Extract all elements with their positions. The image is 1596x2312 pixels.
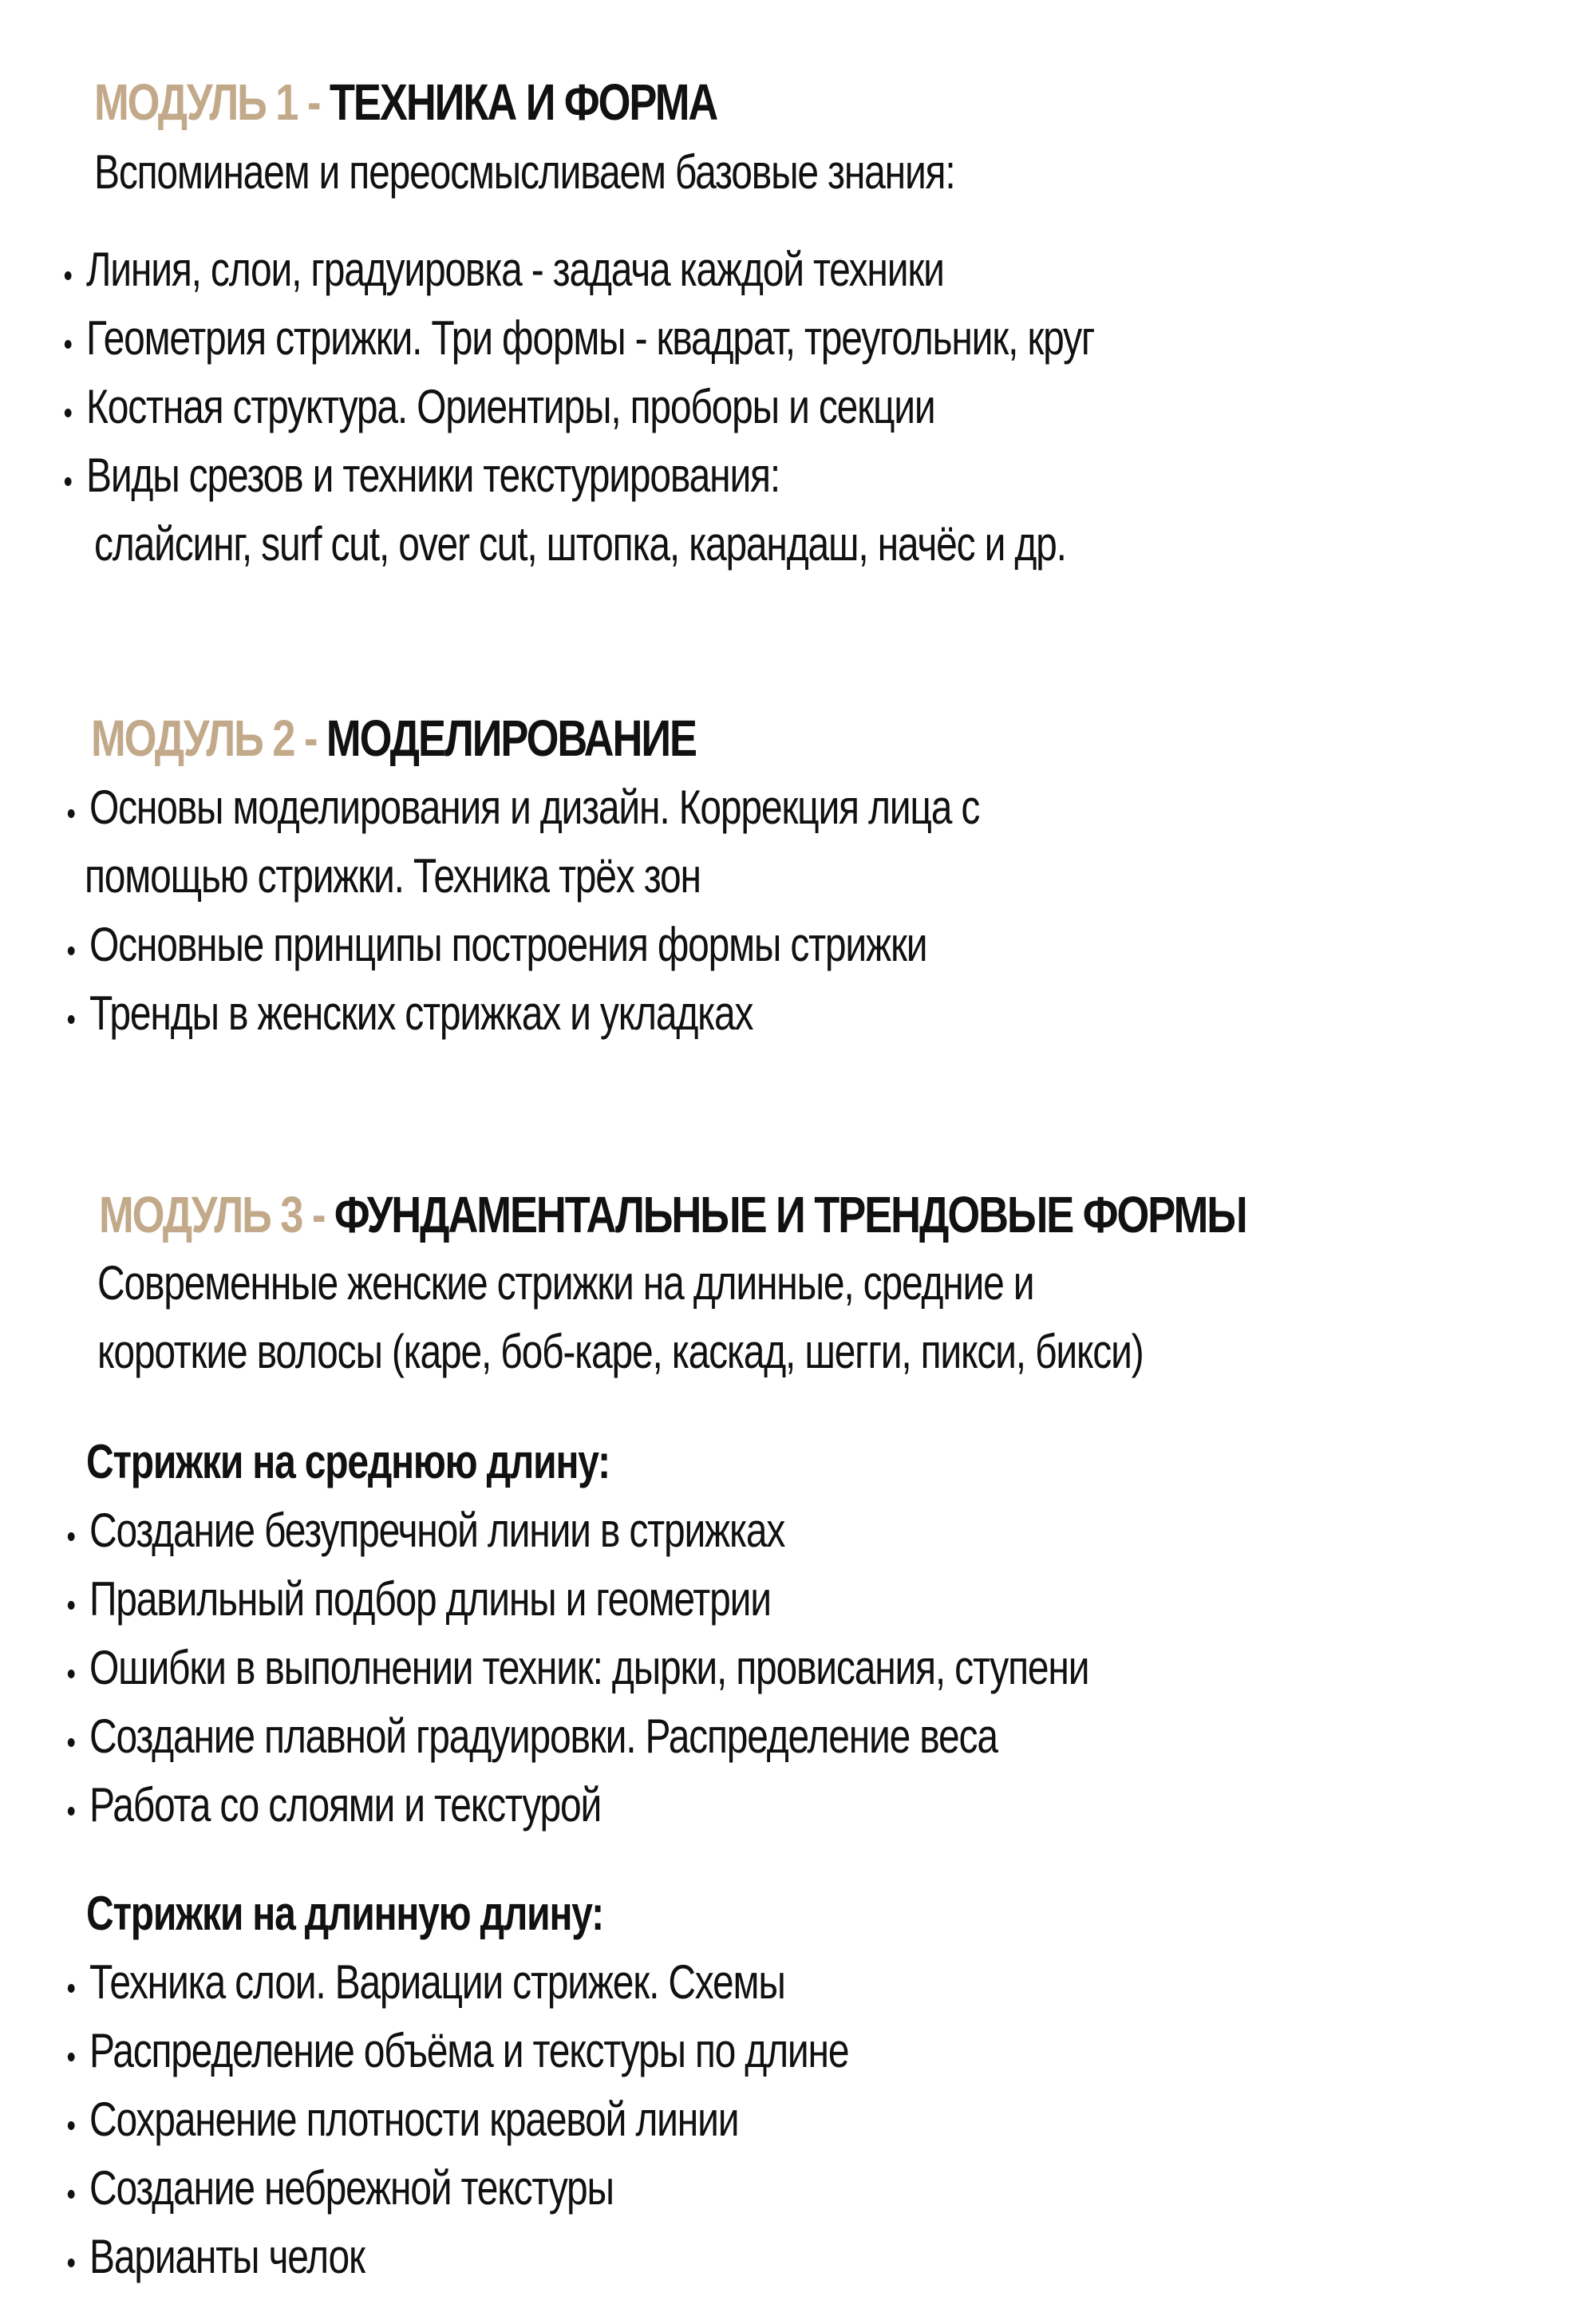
list-item-text: Линия, слои, градуировка - задача каждой техники (86, 243, 944, 296)
long-length-heading: Стрижки на длинную длину: (86, 1887, 603, 1940)
bullet-icon (68, 1015, 75, 1024)
long-item-2 (89, 2024, 849, 2077)
medium-length-heading: Стрижки на среднюю длину: (86, 1435, 610, 1488)
bullet-icon (65, 340, 72, 349)
bullet-icon (68, 1670, 75, 1678)
long-item-4 (89, 2161, 614, 2215)
module-2-heading (91, 709, 696, 767)
list-item-text: Костная структура. Ориентиры, проборы и секции (86, 380, 935, 433)
medium-item-2 (89, 1572, 771, 1626)
list-item-text: Основные принципы построения формы стрижки (89, 918, 927, 971)
module-1-number: МОДУЛЬ 1 - (94, 73, 330, 131)
bullet-icon (68, 2259, 75, 2267)
module-2-title: МОДЕЛИРОВАНИЕ (326, 709, 696, 767)
long-item-3 (89, 2093, 739, 2146)
bullet-icon (68, 2053, 75, 2061)
medium-item-4 (89, 1709, 998, 1763)
list-item-text: Создание безупречной линии в стрижках (89, 1504, 785, 1557)
list-item-text: Геометрия стрижки. Три формы - квадрат, треугольник, круг (86, 311, 1095, 365)
medium-item-1 (89, 1504, 785, 1557)
module-2-number: МОДУЛЬ 2 - (91, 709, 326, 767)
module-3-heading (99, 1186, 1246, 1243)
bullet-icon (65, 409, 72, 417)
long-item-5 (89, 2230, 365, 2283)
bullet-icon (65, 477, 72, 486)
list-item-text: Основы моделирования и дизайн. Коррекция лица с (89, 781, 980, 834)
module-2-item-3 (89, 986, 753, 1040)
module-3-title: ФУНДАМЕНТАЛЬНЫЕ И ТРЕНДОВЫЕ ФОРМЫ (334, 1186, 1246, 1243)
module-2-item-2 (89, 918, 927, 971)
bullet-icon (68, 1984, 75, 1993)
module-1-item-4-continuation: слайсинг, surf cut, over cut, штопка, карандаш, начёс и др. (94, 517, 1066, 571)
module-1-heading (94, 73, 717, 131)
list-item-text: Распределение объёма и текстуры по длине (89, 2024, 849, 2077)
module-3-number: МОДУЛЬ 3 - (99, 1186, 334, 1243)
module-3-intro-line-1: Современные женские стрижки на длинные, средние и (97, 1256, 1034, 1310)
module-2-item-1-continuation: помощью стрижки. Техника трёх зон (85, 849, 701, 903)
list-item-text: Правильный подбор длины и геометрии (89, 1572, 771, 1626)
list-item-text: Техника слои. Вариации стрижек. Схемы (89, 1955, 785, 2009)
bullet-icon (68, 1601, 75, 1610)
module-1-intro: Вспоминаем и переосмысливаем базовые знания: (94, 145, 955, 199)
module-1-item-2 (86, 311, 1095, 365)
module-3-intro-line-2: короткие волосы (каре, боб-каре, каскад, шегги, пикси, бикси) (97, 1325, 1144, 1378)
module-2-item-1 (89, 781, 980, 834)
bullet-icon (68, 809, 75, 818)
bullet-icon (65, 271, 72, 280)
bullet-icon (68, 1738, 75, 1747)
module-1-item-3 (86, 380, 935, 433)
bullet-icon (68, 1807, 75, 1816)
list-item-text: Сохранение плотности краевой линии (89, 2093, 739, 2146)
medium-item-5 (89, 1778, 602, 1832)
list-item-text: Виды срезов и техники текстурирования: (86, 449, 780, 502)
module-1-item-4 (86, 449, 780, 502)
list-item-text: Ошибки в выполнении техник: дырки, провисания, ступени (89, 1641, 1089, 1694)
list-item-text: Варианты челок (89, 2230, 365, 2283)
bullet-icon (68, 947, 75, 955)
list-item-text: Создание небрежной текстуры (89, 2161, 614, 2215)
bullet-icon (68, 2121, 75, 2130)
module-1-item-1 (86, 243, 944, 296)
medium-item-3 (89, 1641, 1089, 1694)
bullet-icon (68, 1532, 75, 1541)
module-1-title: ТЕХНИКА И ФОРМА (329, 73, 717, 131)
list-item-text: Работа со слоями и текстурой (89, 1778, 602, 1832)
list-item-text: Создание плавной градуировки. Распределение веса (89, 1709, 998, 1763)
long-item-1 (89, 1955, 785, 2009)
list-item-text: Тренды в женских стрижках и укладках (89, 986, 753, 1040)
bullet-icon (68, 2190, 75, 2199)
